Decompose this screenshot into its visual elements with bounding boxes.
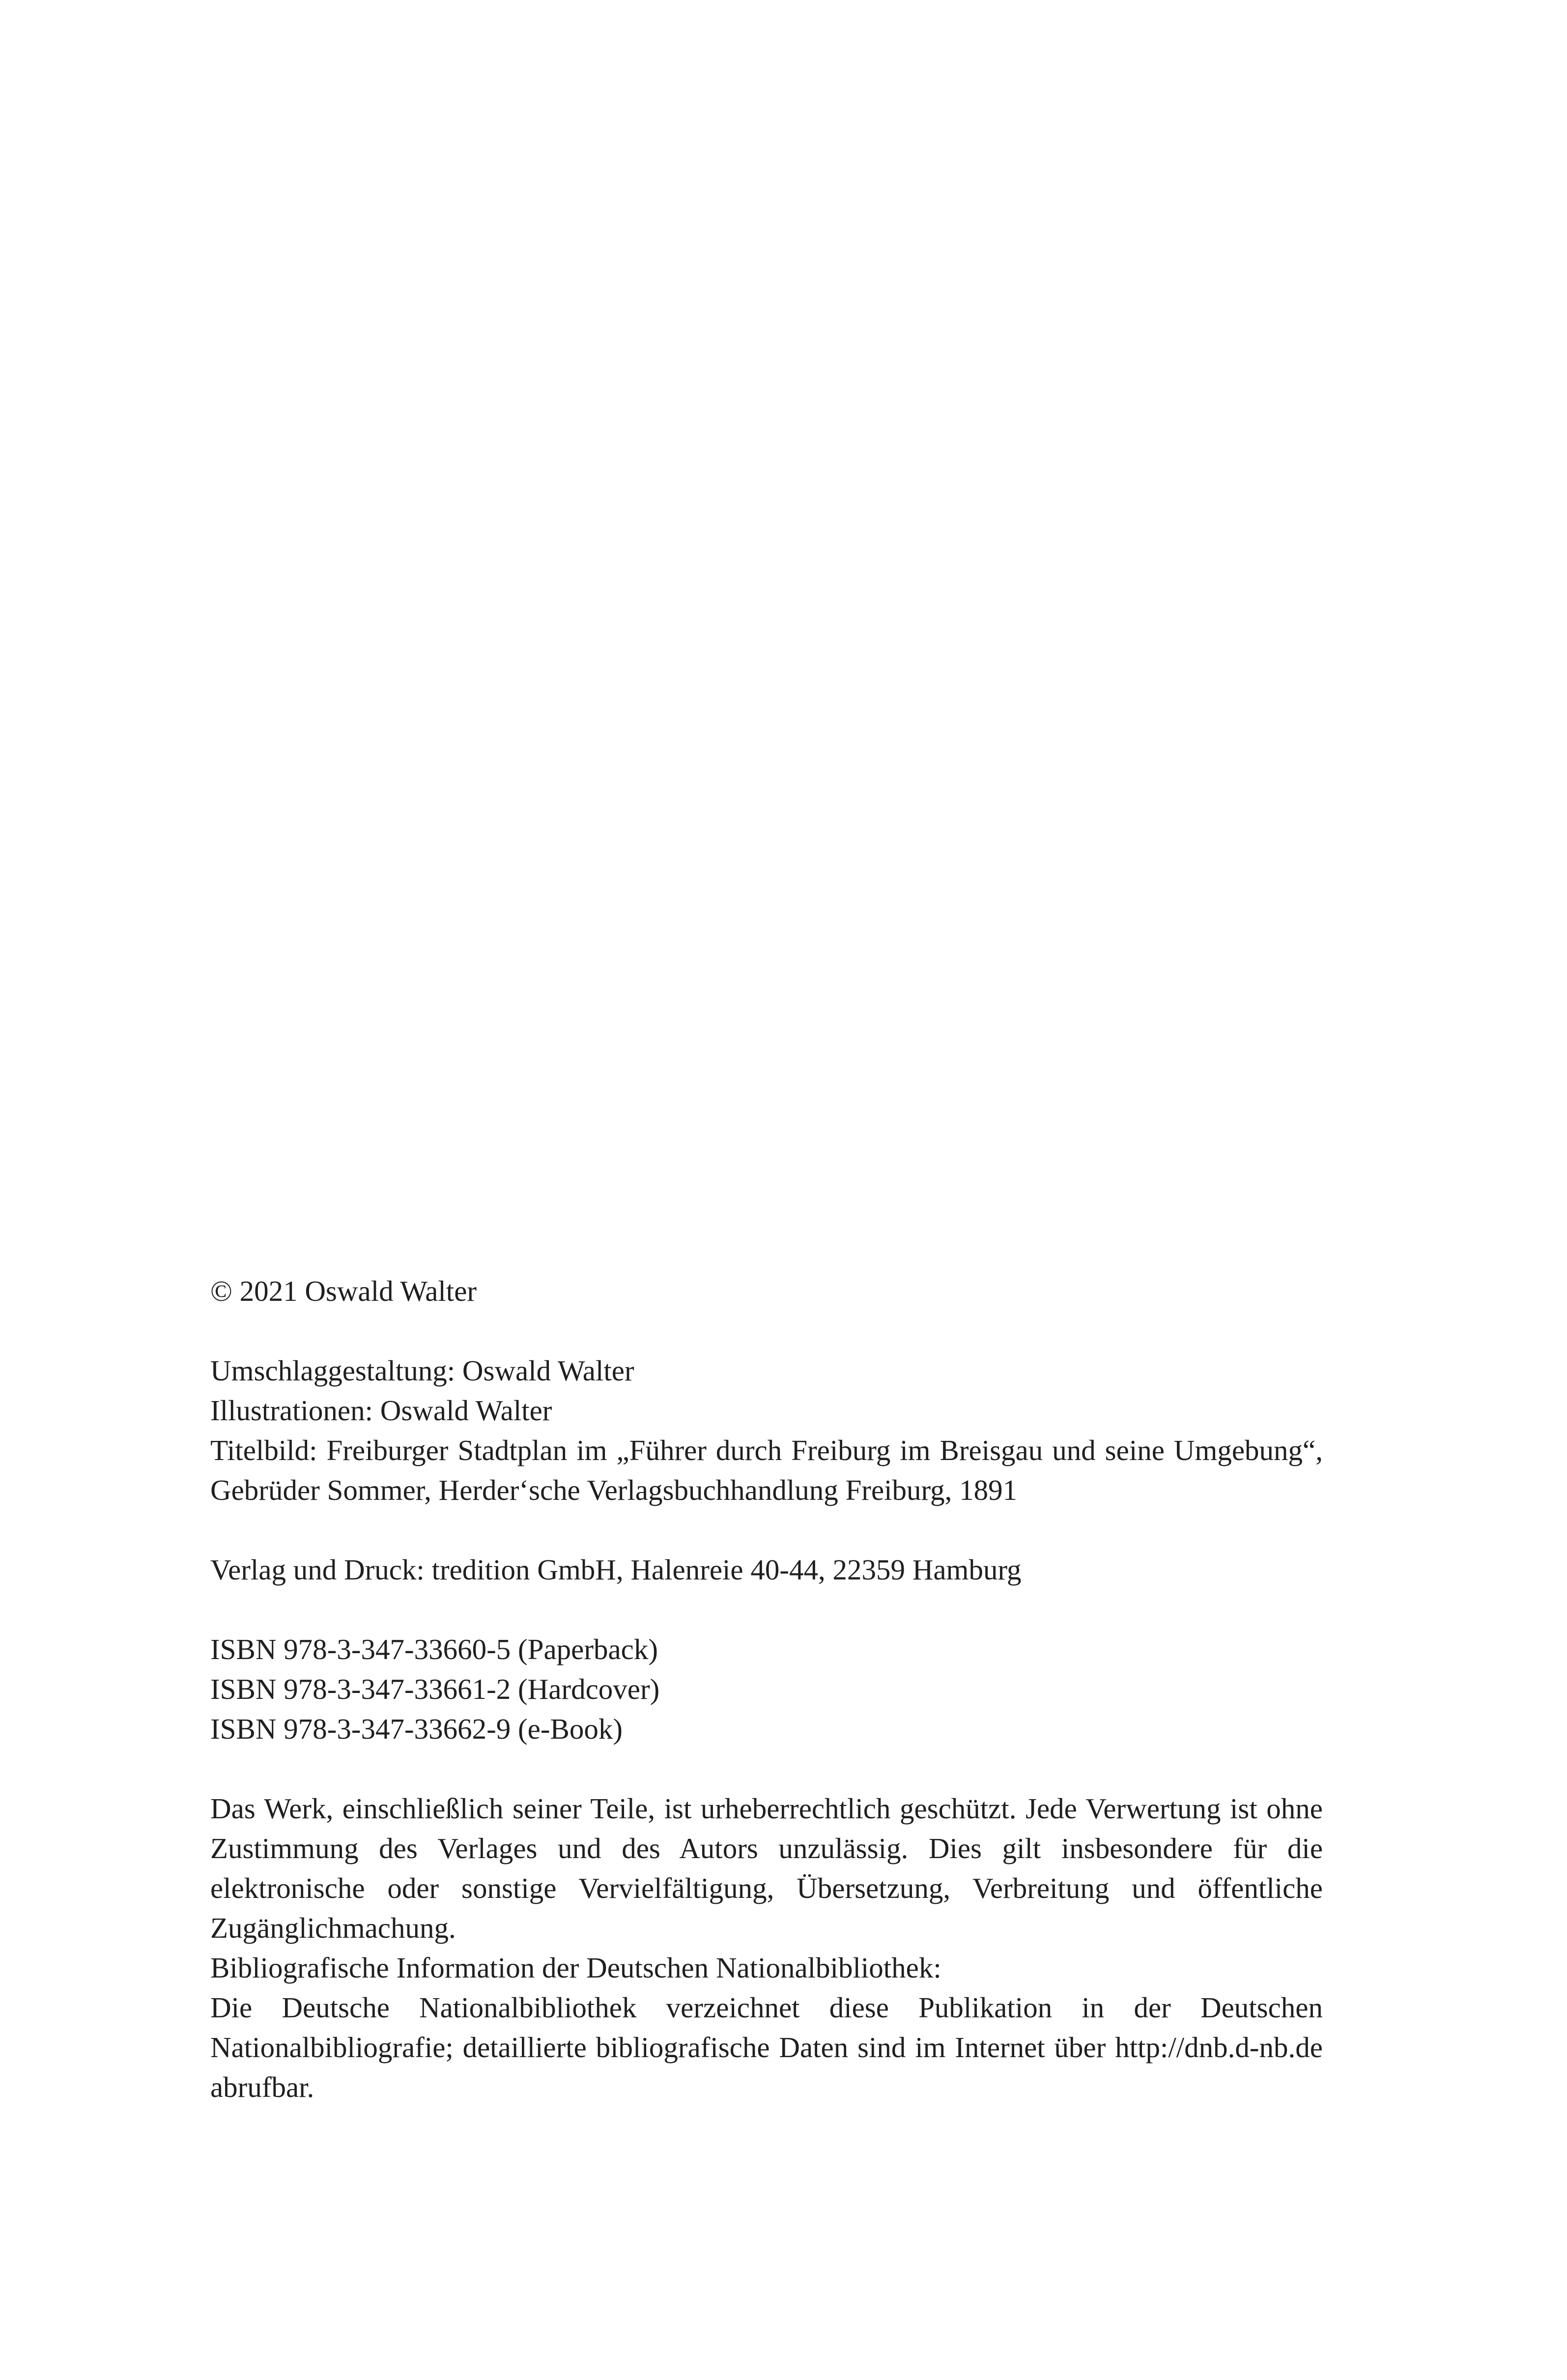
bibliographic-text: Die Deutsche Nationalbibliothek verzeichnet diese Publikation in der Deutschen Nationalbibliografie; detaillierte bibliografische Daten sind im Internet über http://dnb.d-nb.de abrufbar. (210, 1991, 1323, 2103)
copyright-line: © 2021 Oswald Walter (210, 1275, 477, 1307)
illustrations-line: Illustrationen: Oswald Walter (210, 1394, 552, 1427)
rights-notice: Das Werk, einschließlich seiner Teile, ist urheberrechtlich geschützt. Jede Verwertung ist ohne Zustimmung des Verlages und des Autors unzulässig. Dies gilt insbesondere für die elektronische oder sonstige Vervielfältigung, Übersetzung, Verbreitung und öffentliche Zugänglichmachung. (210, 1792, 1323, 1944)
isbn-hardcover: ISBN 978-3-347-33661-2 (Hardcover) (210, 1673, 660, 1705)
isbn-block (210, 1630, 1323, 1749)
publisher-block (210, 1550, 1323, 1590)
isbn-ebook: ISBN 978-3-347-33662-9 (e-Book) (210, 1713, 623, 1745)
imprint-block (210, 1271, 1323, 2107)
credits-block (210, 1351, 1323, 1510)
isbn-paperback: ISBN 978-3-347-33660-5 (Paperback) (210, 1633, 658, 1665)
publisher-line: Verlag und Druck: tredition GmbH, Halenreie 40-44, 22359 Hamburg (210, 1553, 1022, 1586)
copyright-block (210, 1271, 1323, 1311)
title-image-line: Titelbild: Freiburger Stadtplan im „Führer durch Freiburg im Breisgau und seine Umgebung“, Gebrüder Sommer, Herder‘sche Verlagsbuchhandlung Freiburg, 1891 (210, 1434, 1323, 1506)
legal-block (210, 1789, 1323, 2107)
cover-design-line: Umschlaggestaltung: Oswald Walter (210, 1354, 634, 1387)
bibliographic-heading: Bibliografische Information der Deutschen Nationalbibliothek: (210, 1951, 941, 1984)
